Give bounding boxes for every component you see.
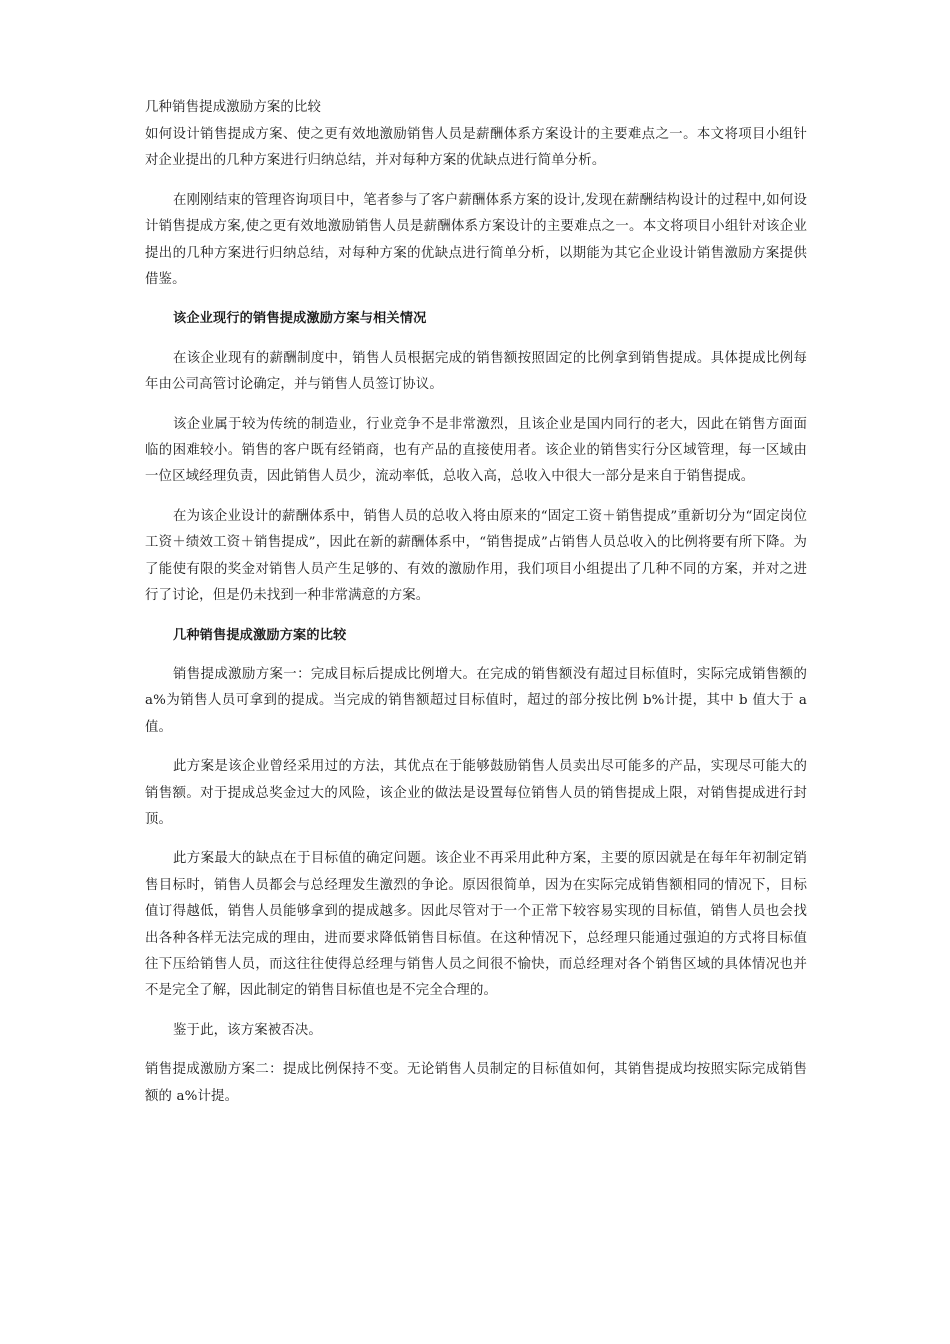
section-heading-comparison: 几种销售提成激励方案的比较 bbox=[173, 627, 347, 643]
paragraph-company-profile: 该企业属于较为传统的制造业，行业竞争不是非常激烈，且该企业是国内同行的老大，因此在销售方面面临的困难较小。销售的客户既有经销商，也有产品的直接使用者。该企业的销售实行分区域管理，每一区域由一位区域经理负责，因此销售人员少，流动率低，总收入高，总收入中很大一部分是来自于销售提成。 bbox=[145, 416, 807, 485]
paragraph-plan-one-disadvantages: 此方案最大的缺点在于目标值的确定问题。该企业不再采用此种方案，主要的原因就是在每年年初制定销售目标时，销售人员都会与总经理发生激烈的争论。原因很简单，因为在实际完成销售额相同的情况下，目标值订得越低，销售人员能够拿到的提成越多。因此尽管对于一个正常下较容易实现的目标值，销售人员也会找出各种各样无法完成的理由，进而要求降低销售目标值。在这种情况下，总经理只能通过强迫的方式将目标值往下压给销售人员，而这往往使得总经理与销售人员之间很不愉快，而总经理对各个销售区域的具体情况也并不是完全了解，因此制定的销售目标值也是不完全合理的。 bbox=[145, 851, 807, 999]
paragraph-background: 在刚刚结束的管理咨询项目中，笔者参与了客户薪酬体系方案的设计,发现在薪酬结构设计的过程中,如何设计销售提成方案,使之更有效地激励销售人员是薪酬体系方案设计的主要难点之一。本文将项目小组针对该企业提出的几种方案进行归纳总结，对每种方案的优缺点进行简单分析，以期能为其它企业设计销售激励方案提供借鉴。 bbox=[145, 192, 807, 288]
paragraph-plan-one: 销售提成激励方案一：完成目标后提成比例增大。在完成的销售额没有超过目标值时，实际完成销售额的 a%为销售人员可拿到的提成。当完成的销售额超过目标值时，超过的部分按比例 b%计提，其中 b 值大于 a 值。 bbox=[145, 666, 807, 735]
paragraph-current-system: 在该企业现有的薪酬制度中，销售人员根据完成的销售额按照固定的比例拿到销售提成。具体提成比例每年由公司高管讨论确定，并与销售人员签订协议。 bbox=[145, 350, 807, 393]
document-body bbox=[145, 98, 807, 1110]
intro-paragraph: 如何设计销售提成方案、使之更有效地激励销售人员是薪酬体系方案设计的主要难点之一。本文将项目小组针对企业提出的几种方案进行归纳总结，并对每种方案的优缺点进行简单分析。 bbox=[145, 127, 807, 169]
section-heading-current-plan: 该企业现行的销售提成激励方案与相关情况 bbox=[173, 311, 427, 327]
document-title: 几种销售提成激励方案的比较 bbox=[145, 100, 322, 115]
paragraph-plan-one-advantages: 此方案是该企业曾经采用过的方法，其优点在于能够鼓励销售人员卖出尽可能多的产品，实现尽可能大的销售额。对于提成总奖金过大的风险，该企业的做法是设置每位销售人员的销售提成上限，对销售提成进行封顶。 bbox=[145, 759, 807, 827]
paragraph-plan-two: 销售提成激励方案二：提成比例保持不变。无论销售人员制定的目标值如何，其销售提成均按照实际完成销售额的 a%计提。 bbox=[145, 1062, 807, 1104]
paragraph-plan-one-rejected: 鉴于此，该方案被否决。 bbox=[173, 1022, 322, 1038]
paragraph-new-structure: 在为该企业设计的薪酬体系中，销售人员的总收入将由原来的“固定工资＋销售提成”重新切分为“固定岗位工资＋绩效工资＋销售提成”，因此在新的薪酬体系中，“销售提成”占销售人员总收入的比例将要有所下降。为了能使有限的奖金对销售人员产生足够的、有效的激励作用，我们项目小组提出了几种不同的方案，并对之进行了讨论，但是仍未找到一种非常满意的方案。 bbox=[145, 508, 807, 604]
